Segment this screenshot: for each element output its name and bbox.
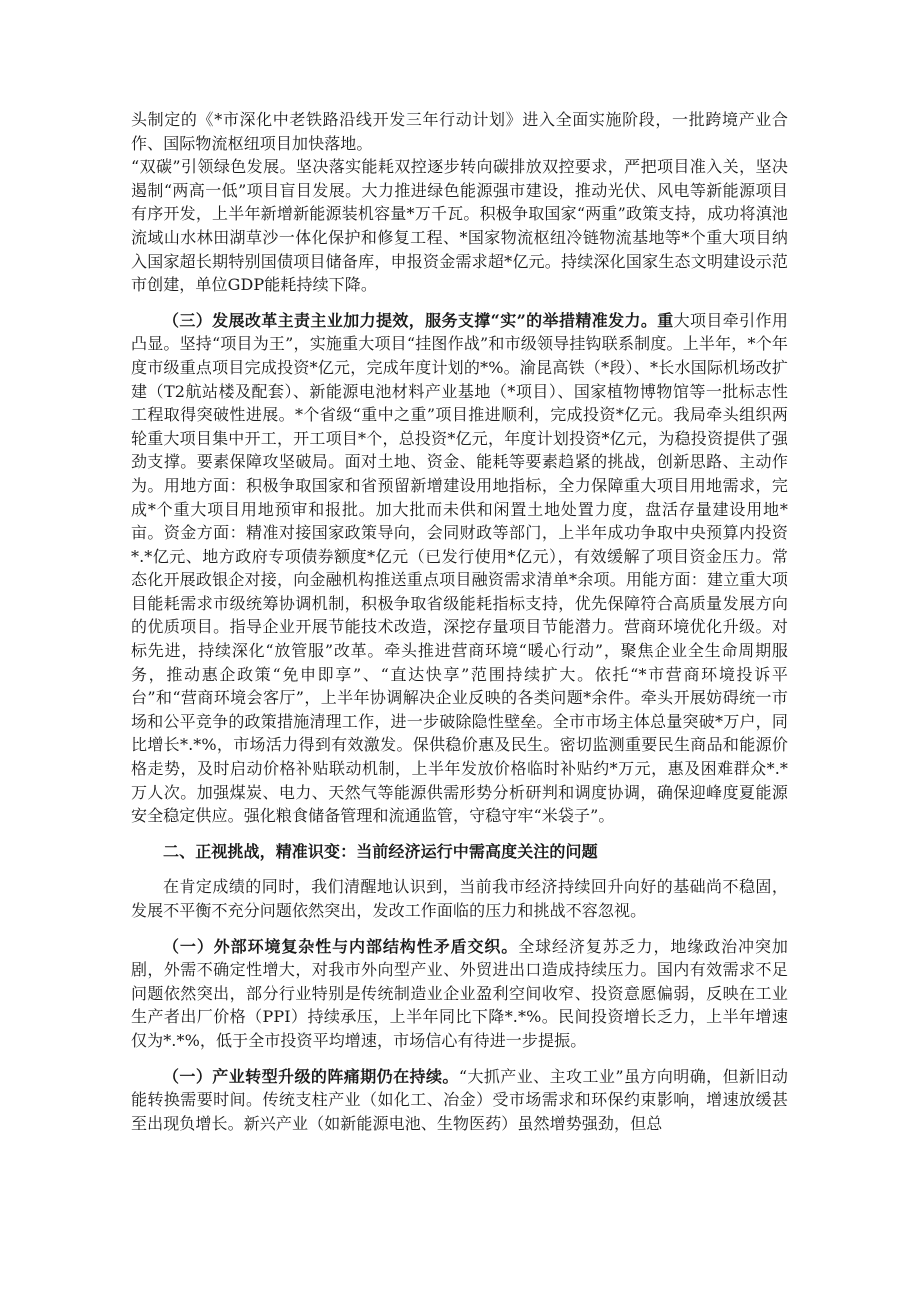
paragraph-section-three: [131, 309, 788, 828]
paragraph-industry-transformation: [131, 1065, 788, 1136]
paragraph-intro-challenges: 在肯定成绩的同时，我们清醒地认识到，当前我市经济持续回升向好的基础尚不稳固，发展不平衡不充分问题依然突出，发改工作面临的压力和挑战不容忽视。: [131, 877, 788, 920]
external-environment-heading: （一）外部环境复杂性与内部结构性矛盾交织。: [163, 936, 519, 956]
section-three-heading: （三）发展改革主责主业加力提效，服务支撑“实”的举措精准发力。重: [163, 310, 674, 330]
industry-transformation-body: “大抓产业、主攻工业”虽方向明确，但新旧动能转换需要时间。传统支柱产业（如化工、冶金）受市场需求和环保约束影响，增速放缓甚至出现负增长。新兴产业（如新能源电池、生物医药）虽然增势强劲，但总: [131, 1066, 788, 1133]
chapter-two-heading: 二、正视挑战，精准识变：当前经济运行中需高度关注的问题: [163, 841, 598, 861]
paragraph-external-environment: [131, 935, 788, 1053]
paragraph-dual-carbon: “双碳”引领绿色发展。坚决落实能耗双控逐步转向碳排放双控要求，严把项目准入关，坚决遏制“两高一低”项目盲目发展。大力推进绿色能源强市建设，推动光伏、风电等新能源项目有序开发，上半年新增新能源装机容量*万千瓦。积极争取国家“两重”政策支持，成功将滇池流域山水林田湖草沙一体化保护和修复工程、*国家物流枢纽冷链物流基地等*个重大项目纳入国家超长期特别国债项目储备库，申报资金需求超*亿元。持续深化国家生态文明建设示范市创建，单位GDP能耗持续下降。: [131, 157, 788, 295]
body-text: [131, 108, 788, 1135]
external-environment-body: 全球经济复苏乏力，地缘政治冲突加剧，外需不确定性增大，对我市外向型产业、外贸进出口造成持续压力。国内有效需求不足问题依然突出，部分行业特别是传统制造业企业盈利空间收窄、投资意愿偏弱，反映在工业生产者出厂价格（PPI）持续承压，上半年同比下降*.*%。民间投资增长乏力，上半年增速仅为*.*%，低于全市投资平均增速，市场信心有待进一步提振。: [131, 936, 788, 1050]
paragraph-continued: 头制定的《*市深化中老铁路沿线开发三年行动计划》进入全面实施阶段，一批跨境产业合作、国际物流枢纽项目加快落地。: [131, 110, 788, 153]
industry-transformation-heading: （一）产业转型升级的阵痛期仍在持续。: [163, 1066, 459, 1086]
section-three-body: 大项目牵引作用凸显。坚持“项目为王”，实施重大项目“挂图作战”和市级领导挂钩联系制度。上半年，*个年度市级重点项目完成投资*亿元，完成年度计划的*%。渝昆高铁（*段）、*长水国际机场改扩建（T2航站楼及配套）、新能源电池材料产业基地（*项目）、国家植物博物馆等一批标志性工程取得突破性进展。*个省级“重中之重”项目推进顺利，完成投资*亿元。我局牵头组织两轮重大项目集中开工，开工项目*个，总投资*亿元，年度计划投资*亿元，为稳投资提供了强劲支撑。要素保障攻坚破局。面对土地、资金、能耗等要素趋紧的挑战，创新思路、主动作为。用地方面：积极争取国家和省预留新增建设用地指标，全力保障重大项目用地需求，完成*个重大项目用地预审和报批。加大批而未供和闲置土地处置力度，盘活存量建设用地*亩。资金方面：精准对接国家政策导向，会同财政等部门，上半年成功争取中央预算内投资*.*亿元、地方政府专项债券额度*亿元（已发行使用*亿元），有效缓解了项目资金压力。常态化开展政银企对接，向金融机构推送重点项目融资需求清单*余项。用能方面：建立重大项目能耗需求市级统筹协调机制，积极争取省级能耗指标支持，优先保障符合高质量发展方向的优质项目。指导企业开展节能技术改造，深挖存量项目节能潜力。营商环境优化升级。对标先进，持续深化“放管服”改革。牵头推进营商环境“暖心行动”，聚焦企业全生命周期服务，推动惠企政策“免申即享”、“直达快享”范围持续扩大。依托“*市营商环境投诉平台”和“营商环境会客厅”，上半年协调解决企业反映的各类问题*余件。牵头开展妨碍统一市场和公平竞争的政策措施清理工作，进一步破除隐性壁垒。全市市场主体总量突破*万户，同比增长*.*%，市场活力得到有效激发。保供稳价惠及民生。密切监测重要民生商品和能源价格走势，及时启动价格补贴联动机制，上半年发放价格临时补贴约*万元，惠及困难群众*.*万人次。加强煤炭、电力、天然气等能源供需形势分析研判和调度协调，确保迎峰度夏能源安全稳定供应。强化粮食储备管理和流通监管，守稳守牢“米袋子”。: [131, 310, 788, 826]
